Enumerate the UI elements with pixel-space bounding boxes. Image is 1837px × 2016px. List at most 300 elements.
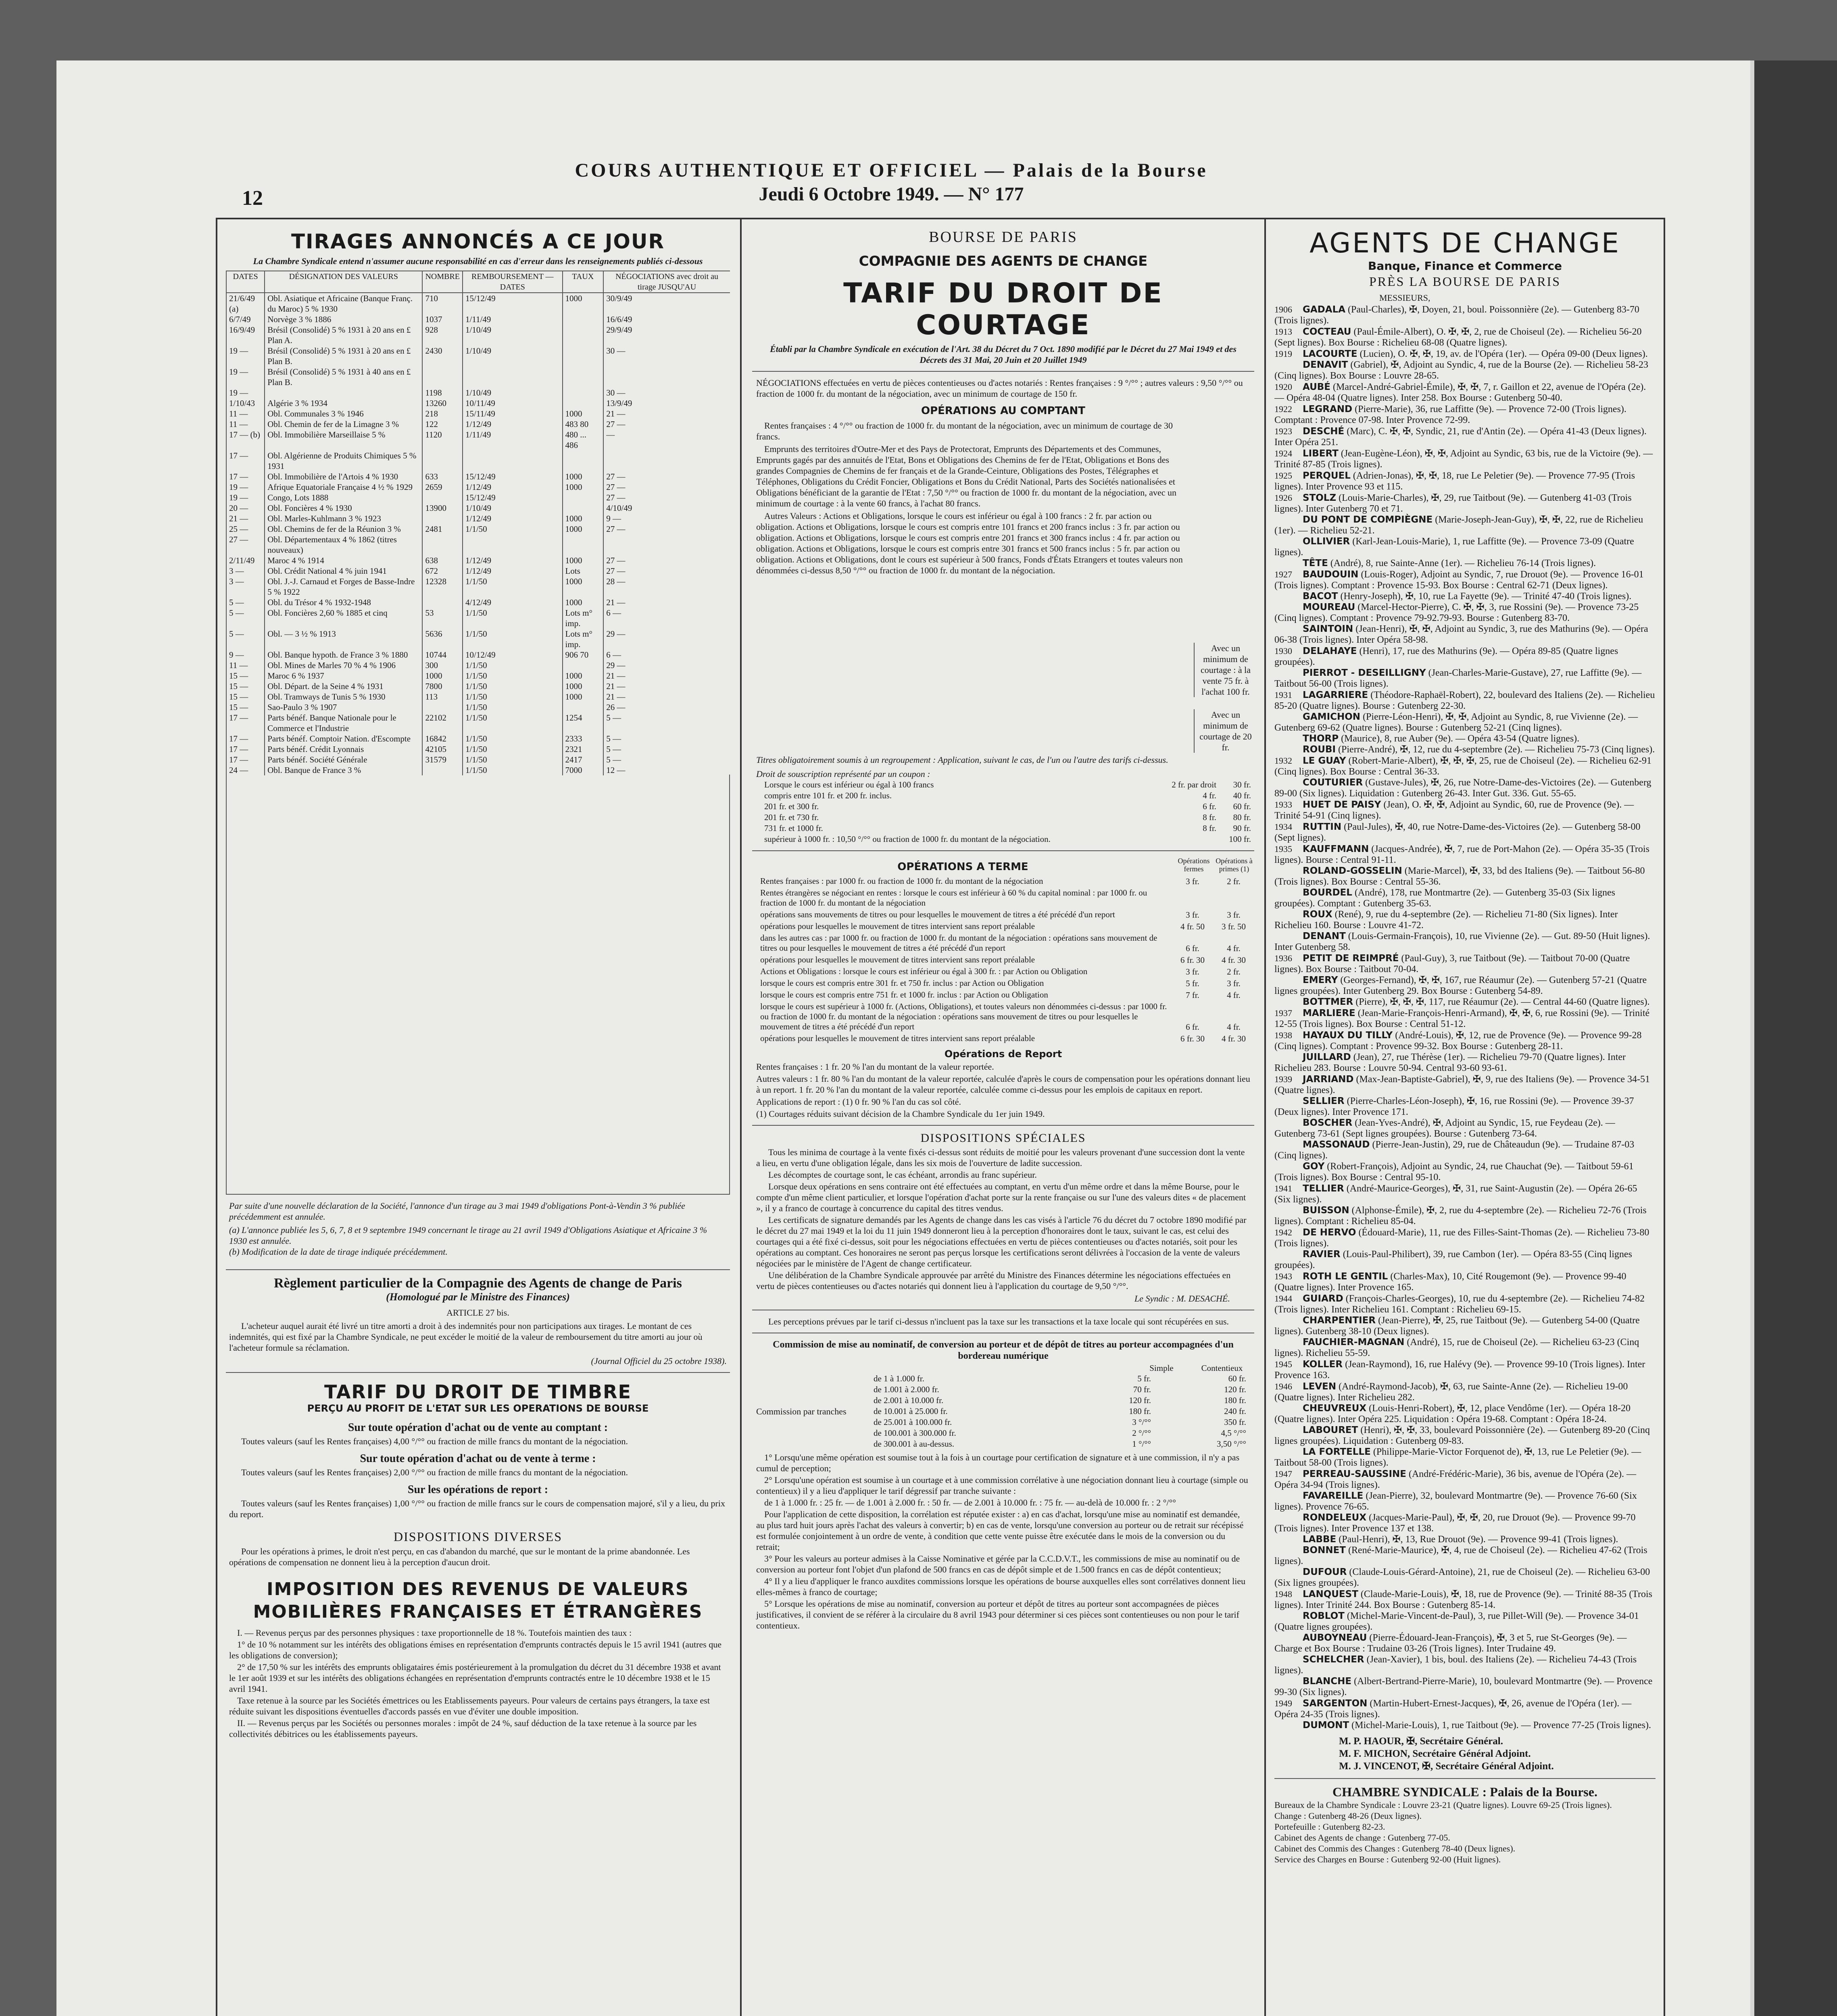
table-cell: 11 —	[226, 408, 265, 419]
table-cell: 27 —	[603, 566, 730, 576]
table-cell: 17 —	[226, 733, 265, 744]
table-row	[226, 408, 730, 419]
agent-name: SCHELCHER	[1303, 1654, 1364, 1665]
header-date: Jeudi 6 Octobre 1949. — N° 177	[759, 183, 1024, 205]
agent-name: ROUBI	[1303, 744, 1336, 755]
commission-cell: de 100.001 à 300.000 fr.	[874, 1428, 956, 1438]
agent-name: BOTTMER	[1303, 997, 1353, 1007]
table-cell: 1000	[563, 524, 604, 534]
agent-entry	[1274, 799, 1656, 821]
table-cell	[422, 534, 463, 555]
table-header-cell: DATES	[226, 271, 265, 293]
table-cell: Maroc 4 % 1914	[265, 555, 422, 566]
commission-cell: de 300.001 à au-dessus.	[874, 1439, 955, 1449]
commission-row	[873, 1384, 1254, 1395]
table-cell: 1/1/50	[463, 681, 563, 691]
table-cell: 6 —	[603, 608, 730, 629]
agent-year: 1924	[1274, 448, 1292, 458]
agent-name: BONNET	[1303, 1545, 1346, 1556]
agent-name: PETIT DE REIMPRÉ	[1303, 953, 1399, 964]
agent-details: (Marcel-André-Gabriel-Émile), ✠, ✠, 7, r. Gaillon et 22, avenue de l'Opéra (2e). — Opéra 48-04 (Quatre lignes). Inter 258. Box Bourse : Gutenberg 50-40.	[1274, 382, 1646, 403]
table-cell: 218	[422, 408, 463, 419]
table-cell	[563, 314, 604, 325]
table-cell: 30/9/49	[603, 293, 730, 314]
terme-cell: 2 fr.	[1227, 877, 1241, 886]
table-cell: 16/9/49	[226, 325, 265, 346]
agent-details: (Jean-Marie-François-Henri-Armand), ✠, ✠, 6, rue Rossini (9e). — Trinité 12-55 (Trois lignes). Box Bourse : Central 51-12.	[1274, 1008, 1650, 1029]
agent-details: (Pierre-Charles-Léon-Joseph), ✠, 16, rue Rossini (9e). — Provence 39-37 (Deux lignes). Inter Provence 171.	[1274, 1096, 1634, 1117]
souscription-cell: 201 fr. et 730 fr.	[764, 812, 819, 822]
tirages-table	[226, 271, 730, 775]
agent-details: (Jean-Pierre), ✠, 25, rue Taitbout (9e). — Gutenberg 54-00 (Quatre lignes). Gutenberg 38-10 (Deux lignes).	[1274, 1315, 1640, 1337]
commission-cell: 4,5 °/°°	[1221, 1428, 1246, 1438]
agent-details: (Pierre-Léon-Henri), ✠, ✠, Adjoint au Syndic, 8, rue Vivienne (2e). — Gutenberg 69-62 (Quatre lignes). Bourse : Gutenberg 52-21 (Cinq lignes).	[1274, 712, 1638, 733]
agent-name: MARLIERE	[1303, 1008, 1355, 1018]
agent-details: (Alphonse-Émile), ✠, 2, rue du 4-septembre (2e). — Richelieu 72-76 (Trois lignes). Comptant : Richelieu 85-04.	[1274, 1205, 1647, 1227]
agent-entry	[1274, 1425, 1656, 1447]
commission-cell: 2 °/°°	[1132, 1428, 1151, 1438]
table-cell: 1/1/50	[463, 733, 563, 744]
terme-cell: 4 fr. 50	[1180, 922, 1205, 931]
table-cell: Obl. Asiatique et Africaine (Banque Franç. du Maroc) 5 % 1930	[265, 293, 422, 314]
agent-entry	[1274, 426, 1656, 448]
table-cell	[603, 534, 730, 555]
comptant-title: OPÉRATIONS AU COMPTANT	[921, 405, 1086, 417]
table-cell: 15 —	[226, 702, 265, 712]
table-cell: Brésil (Consolidé) 5 % 1931 à 20 ans en £ Plan A.	[265, 325, 422, 346]
table-row	[226, 482, 730, 492]
agent-details: (Jean-Raymond), 16, rue Halévy (9e). — Provence 99-10 (Trois lignes). Inter Provence 163.	[1274, 1359, 1645, 1381]
table-row	[226, 534, 730, 555]
terme-row	[752, 909, 1254, 921]
souscription-row	[752, 834, 1254, 845]
chambre-line: Portefeuille : Gutenberg 82-23.	[1274, 1822, 1385, 1832]
page-header	[226, 159, 1557, 205]
agent-entry	[1274, 381, 1656, 404]
table-cell	[463, 367, 563, 387]
chambre-line: Cabinet des Agents de change : Gutenberg 77-05.	[1274, 1833, 1450, 1843]
agent-details: (Pierre-Édouard-Jean-François), ✠, 3 et 5, rue St-Georges (9e). — Charge et Box Bourse : Trudaine 03-26 (Trois lignes). Inter Trudaine 49.	[1274, 1633, 1627, 1654]
divider	[752, 850, 1254, 851]
table-cell: 13900	[422, 503, 463, 513]
agent-entry	[1274, 1545, 1656, 1567]
agent-details: (Marie-Joseph-Jean-Guy), ✠, ✠, 22, rue de Richelieu (1er). — Richelieu 52-21.	[1274, 514, 1643, 536]
table-cell: 12 —	[603, 765, 730, 775]
commission-cell: 180 fr.	[1129, 1406, 1151, 1416]
table-cell: Parts bénéf. Société Générale	[265, 754, 422, 765]
agent-entry	[1274, 514, 1656, 536]
tirages-header-row	[226, 271, 730, 293]
souscription-title: Droit de souscription représenté par un coupon :	[756, 769, 930, 779]
tirages-notes	[229, 1225, 727, 1257]
table-cell: Algérie 3 % 1934	[265, 398, 422, 408]
agent-entry	[1274, 1118, 1656, 1139]
agent-details: (Martin-Hubert-Ernest-Jacques), ✠, 26, avenue de l'Opéra (1er). — Opéra 24-35 (Trois lignes).	[1274, 1698, 1632, 1720]
agents-pres: PRÈS LA BOURSE DE PARIS	[1369, 274, 1561, 289]
agent-year: 1948	[1274, 1589, 1292, 1599]
table-cell: Sao-Paulo 3 % 1907	[265, 702, 422, 712]
commission-cell: 1 °/°°	[1132, 1439, 1151, 1449]
agent-details: (Jean-Xavier), 1 bis, boul. des Italiens (2e). — Richelieu 74-43 (Trois lignes).	[1274, 1654, 1637, 1676]
table-cell: 2321	[563, 744, 604, 754]
table-cell: Brésil (Consolidé) 5 % 1931 à 40 ans en £ Plan B.	[265, 367, 422, 387]
table-cell	[563, 450, 604, 471]
divider	[226, 1372, 730, 1373]
terme-cell: opérations pour lesquelles le mouvement de titres intervient sans report préalable	[760, 955, 1035, 964]
souscription-cell: compris entre 101 fr. et 200 fr. inclus.	[764, 791, 892, 800]
table-cell: 1000	[563, 671, 604, 681]
agent-name: FAVAREILLE	[1303, 1491, 1364, 1501]
terme-cell	[1172, 887, 1213, 909]
commission-label: Commission par tranches	[756, 1406, 847, 1416]
table-cell: 10744	[422, 650, 463, 660]
table-cell: 1/10/49	[463, 503, 563, 513]
table-row	[226, 702, 730, 712]
compagnie-title: COMPAGNIE DES AGENTS DE CHANGE	[859, 253, 1148, 269]
table-cell: 2659	[422, 482, 463, 492]
header-title: COURS AUTHENTIQUE ET OFFICIEL — Palais de la Bourse	[575, 160, 1208, 181]
agent-name: DU PONT DE COMPIÈGNE	[1303, 514, 1433, 525]
tarif-intro: Établi par la Chambre Syndicale en exécution de l'Art. 38 du Décret du 7 Oct. 1890 modifié par le Décret du 27 Mai 1949 et des Décrets des 31 Mai, 20 Juin et 20 Juillet 1949	[770, 344, 1236, 365]
souscription-cell	[1155, 834, 1220, 845]
souscription-cell: 4 fr.	[1203, 791, 1217, 800]
table-cell: 15/12/49	[463, 471, 563, 482]
agent-details: (Marie-Marcel), ✠, 33, bd des Italiens (9e). — Taitbout 56-80 (Trois lignes). Box Bourse : Central 55-36.	[1274, 866, 1645, 887]
divider	[1274, 1778, 1656, 1779]
commission-row	[873, 1395, 1254, 1406]
table-cell: 27 —	[603, 419, 730, 429]
speciales-paragraph: Lorsque deux opérations en sens contraire ont été effectuées au comptant, en vertu d'un même ordre et dans la même Bourse, pour le compte d'un même client particulier, et lorsque l'opération d'achat porte sur la rente française ou sur l'une des valeurs dites « de placement », il y a franco de courtage à concurrence du capital des titres vendus.	[756, 1181, 1246, 1213]
table-cell: 1000	[563, 471, 604, 482]
table-row	[226, 576, 730, 597]
agent-entry	[1274, 953, 1656, 975]
table-cell: Obl. Banque hypoth. de France 3 % 1880	[265, 650, 422, 660]
table-cell	[422, 450, 463, 471]
table-cell: Obl. Crédit National 4 % juin 1941	[265, 566, 422, 576]
terme-cell: 6 fr. 30	[1180, 1034, 1205, 1043]
commission-cell: 240 fr.	[1224, 1406, 1246, 1416]
agent-name: PIERROT - DESEILLIGNY	[1303, 668, 1426, 678]
agent-year: 1938	[1274, 1030, 1292, 1040]
table-cell: Congo, Lots 1888	[265, 492, 422, 503]
table-cell	[563, 325, 604, 346]
commission-row	[873, 1373, 1254, 1384]
agent-name: DENANT	[1303, 931, 1346, 941]
terme-row	[752, 1001, 1254, 1033]
agent-entry	[1274, 569, 1656, 591]
table-cell	[463, 534, 563, 555]
table-cell: 1254	[563, 712, 604, 733]
table-cell: 1/1/50	[463, 608, 563, 629]
table-row	[226, 754, 730, 765]
table-cell: 300	[422, 660, 463, 671]
agent-details: (Louis-Roger), Adjoint au Syndic, 7, rue Drouot (9e). — Provence 16-01 (Trois lignes). Comptant : Provence 15-93. Box Bourse : Central 62-71 (Deux lignes).	[1274, 569, 1644, 591]
terme-cell: opérations sans mouvements de titres ou pour lesquelles le mouvement de titres a été précédé d'un report	[760, 910, 1115, 919]
table-cell: —	[603, 429, 730, 450]
commission-block	[752, 1373, 1254, 1450]
commission-note: Pour l'application de cette disposition, la corrélation est réputée exister : a) en cas d'achat, lorsqu'une mise au nominatif est demandée, au plus tard huit jours après l'achat des valeurs à convertir; b) en cas de vente, lorsqu'une conversion au porteur ou de retrait sur récépissé est formulée conjointement à un ordre de vente, à condition que cette vente puisse être exécutée dans le mois de la conversion ou du retrait;	[756, 1509, 1244, 1552]
reglement-ref: (Journal Officiel du 25 octobre 1938).	[591, 1356, 727, 1366]
table-cell: 16/6/49	[603, 314, 730, 325]
table-cell: 1037	[422, 314, 463, 325]
agent-entry	[1274, 360, 1656, 381]
table-cell: 1/1/50	[463, 524, 563, 534]
agent-year: 1930	[1274, 646, 1292, 656]
agent-details: (Pierre), ✠, ✠, ✠, 117, rue Réaumur (2e). — Central 44-60 (Quatre lignes).	[1355, 997, 1650, 1007]
agent-details: (Paul-Émile-Albert), O. ✠, ✠, 2, rue de Choiseul (2e). — Richelieu 56-20 (Sept lignes). Box Bourse : Richelieu 68-08 (Quatre lignes).	[1274, 327, 1642, 348]
commission-cell: 3,50 °/°°	[1216, 1439, 1246, 1449]
terme-cell: 3 fr.	[1186, 877, 1199, 886]
souscription-row	[752, 812, 1254, 823]
agent-details: (Karl-Jean-Louis-Marie), 1, rue Laffitte (9e). — Provence 73-09 (Quatre lignes).	[1274, 536, 1634, 558]
commission-cell: 180 fr.	[1224, 1395, 1246, 1405]
agent-entry	[1274, 668, 1656, 689]
min-box-2: Avec un minimum de courtage de 20 fr.	[1194, 709, 1254, 753]
table-row	[226, 492, 730, 503]
bourse-title: BOURSE DE PARIS	[929, 229, 1078, 246]
table-cell: 15 —	[226, 671, 265, 681]
table-cell: 1000	[563, 681, 604, 691]
table-row	[226, 293, 730, 314]
table-cell: 1000	[563, 691, 604, 702]
souscription-cell: 2 fr. par droit	[1172, 780, 1217, 789]
table-cell: 17 —	[226, 744, 265, 754]
commission-note: 1° Lorsqu'une même opération est soumise tout à la fois à un courtage pour certification de signature et à une commission, il n'y a pas cumul de perception;	[756, 1452, 1240, 1473]
agent-details: (François-Charles-Georges), 10, rue du 4-septembre (2e). — Richelieu 74-82 (Trois lignes). Inter Richelieu 161. Comptant : Richelieu 69-15.	[1274, 1293, 1645, 1315]
speciales-paragraph: Une délibération de la Chambre Syndicale approuvée par arrêté du Ministre des Finances détermine les négociations effectuées en vertu de pièces contentieuses ou d'actes notariés qui donnent lieu à l'application du courtage de 9,50 °/°°.	[756, 1270, 1231, 1291]
commission-cell: de 1 à 1.000 fr.	[874, 1374, 924, 1383]
agent-name: KOLLER	[1303, 1359, 1343, 1370]
agent-entry	[1274, 1567, 1656, 1589]
table-cell: 1/1/50	[463, 576, 563, 597]
table-cell: Lots m° imp.	[563, 608, 604, 629]
agent-year: 1934	[1274, 822, 1292, 832]
min-boxes	[1194, 417, 1254, 753]
agent-name: SAINTOIN	[1303, 624, 1353, 634]
agent-details: (André-Frédéric-Marie), 36 bis, avenue de l'Opéra (2e). — Opéra 34-94 (Trois lignes).	[1274, 1469, 1637, 1490]
table-cell	[563, 702, 604, 712]
commission-cell: de 1.001 à 2.000 fr.	[874, 1385, 939, 1394]
table-cell: 5636	[422, 629, 463, 650]
table-row	[226, 566, 730, 576]
agent-entry	[1274, 1611, 1656, 1633]
table-cell: 2481	[422, 524, 463, 534]
timbre-subtitle: PERÇU AU PROFIT DE L'ETAT SUR LES OPERATIONS DE BOURSE	[307, 1403, 649, 1414]
souscription-cell: 8 fr.	[1203, 823, 1217, 833]
agent-name: GUIARD	[1303, 1293, 1343, 1304]
table-cell	[563, 398, 604, 408]
agent-entry	[1274, 348, 1656, 360]
table-cell: 17 —	[226, 712, 265, 733]
agent-details: (Maurice), 8, rue Auber (9e). — Opéra 43-54 (Quatre lignes).	[1341, 733, 1580, 744]
col-rule-1	[740, 218, 742, 2016]
agent-entry	[1274, 624, 1656, 646]
souscription-cell: 100 fr.	[1229, 834, 1251, 844]
agent-name: LAGARRIERE	[1303, 690, 1368, 700]
agent-name: THORP	[1303, 733, 1339, 744]
table-cell: Parts bénéf. Crédit Lyonnais	[265, 744, 422, 754]
terme-cell: lorsque le cours est compris entre 301 fr. et 750 fr. inclus : par Action ou Obligation	[760, 978, 1044, 988]
terme-cell: 4 fr.	[1227, 943, 1241, 953]
table-cell: 2/11/49	[226, 555, 265, 566]
table-cell: 1/1/50	[463, 691, 563, 702]
terme-row	[752, 921, 1254, 932]
table-cell: 10/12/49	[463, 650, 563, 660]
terme-cell: opérations pour lesquelles le mouvement de titres intervient sans report préalable	[760, 921, 1035, 931]
commission-note: 5° Lorsque les opérations de mise au nominatif, conversion au porteur et dépôt de titres au porteur sont accompagnées de pièces justificatives, il convient de se référer à la circulaire du 8 avril 1943 pour déterminer si ces pièces sont contentieuses ou non pour le tarif contentieux.	[756, 1599, 1239, 1631]
table-cell: 1000	[563, 597, 604, 608]
table-cell	[563, 367, 604, 387]
terme-cell: opérations pour lesquelles le mouvement de titres intervient sans report préalable	[760, 1033, 1035, 1043]
agent-details: (André), 8, rue Sainte-Anne (1er). — Richelieu 76-14 (Trois lignes).	[1330, 558, 1596, 569]
agent-name: PERREAU-SAUSSINE	[1303, 1469, 1406, 1479]
tarif-title: TARIF DU DROIT DE COURTAGE	[843, 277, 1163, 341]
agent-details: (Philippe-Marie-Victor Forquenot de), ✠, 13, rue Le Peletier (9e). — Taitbout 58-00 (Trois lignes).	[1274, 1447, 1641, 1468]
souscription-table	[752, 779, 1254, 845]
table-cell: Maroc 6 % 1937	[265, 671, 422, 681]
speciales-paragraph: Les décomptes de courtage sont, le cas échéant, arrondis au franc supérieur.	[768, 1170, 1037, 1180]
agent-year: 1943	[1274, 1271, 1292, 1281]
table-cell: 122	[422, 419, 463, 429]
table-cell: 1000	[563, 408, 604, 419]
agent-details: (Jacques-Marie-Paul), ✠, ✠, 20, rue Drouot (9e). — Provence 99-70 (Trois lignes). Inter Provence 137 et 138.	[1274, 1512, 1636, 1534]
table-cell: 12328	[422, 576, 463, 597]
agent-entry	[1274, 404, 1656, 426]
table-cell: Obl. — 3 ½ % 1913	[265, 629, 422, 650]
agent-name: OLLIVIER	[1303, 536, 1350, 547]
table-cell: 5 —	[603, 733, 730, 744]
agent-details: (Édouard-Marie), 11, rue des Filles-Saint-Thomas (2e). — Richelieu 73-80 (Trois lignes).	[1274, 1227, 1649, 1249]
commission-note: de 1 à 1.000 fr. : 25 fr. — de 1.001 à 2.000 fr. : 50 fr. — de 2.001 à 10.000 fr. : 75 fr. — au-delà de 10.000 fr. : 2 °/°°	[764, 1497, 1176, 1508]
agent-year: 1935	[1274, 844, 1292, 854]
agent-name: LA FORTELLE	[1303, 1447, 1371, 1457]
terme-row	[752, 989, 1254, 1001]
agent-entry	[1274, 1293, 1656, 1315]
souscription-cell: supérieur à 1000 fr. : 10,50 °/°° ou fraction de 1000 fr. du montant de la négociation.	[764, 834, 1051, 844]
agent-name: DENAVIT	[1303, 360, 1348, 370]
agent-name: COCTEAU	[1303, 327, 1351, 337]
table-cell: 21 —	[226, 513, 265, 524]
table-cell: Obl. Marles-Kuhlmann 3 % 1923	[265, 513, 422, 524]
agent-year: 1920	[1274, 382, 1292, 392]
table-cell: 29/9/49	[603, 325, 730, 346]
table-cell	[563, 492, 604, 503]
terme-cell: 4 fr.	[1227, 1022, 1241, 1032]
agent-details: (Louis-Marie-Charles), ✠, 29, rue Taitbout (9e). — Gutenberg 41-03 (Trois lignes). Inter Gutenberg 70 et 71.	[1274, 493, 1632, 514]
agent-name: AUBÉ	[1303, 382, 1331, 392]
table-cell: 15/11/49	[463, 408, 563, 419]
reglement-title: Règlement particulier de la Compagnie des Agents de change de Paris	[274, 1276, 682, 1291]
col-rule-2	[1264, 218, 1266, 2016]
table-cell: 1/1/50	[463, 712, 563, 733]
table-cell: 20 —	[226, 503, 265, 513]
agent-name: LACOURTE	[1303, 349, 1357, 359]
table-cell: Parts bénéf. Comptoir Nation. d'Escompte	[265, 733, 422, 744]
terme-cell: 4 fr. 30	[1221, 1034, 1246, 1043]
agent-entry	[1274, 1183, 1656, 1205]
agent-entry	[1274, 1030, 1656, 1052]
terme-cell: 7 fr.	[1186, 990, 1199, 1000]
agent-entry	[1274, 777, 1656, 799]
top-rule	[216, 218, 1664, 219]
table-row	[226, 419, 730, 429]
agent-entry	[1274, 591, 1656, 602]
tirages-note-item: (a) L'annonce publiée les 5, 6, 7, 8 et 9 septembre 1949 concernant le tirage au 21 avril 1949 d'Obligations Asiatique et Africaine 3 % 1930 est annulée.	[229, 1225, 707, 1246]
terme-cell	[1213, 887, 1254, 909]
agent-details: (André-Raymond-Jacob), ✠, 63, rue Sainte-Anne (2e). — Richelieu 19-00 (Quatre lignes). Inter Richelieu 282.	[1274, 1381, 1628, 1403]
table-cell: 1000	[563, 293, 604, 314]
report-paragraph: (1) Courtages réduits suivant décision de la Chambre Syndicale du 1er juin 1949.	[756, 1109, 1045, 1119]
table-cell: 5 —	[603, 754, 730, 765]
table-cell: 633	[422, 471, 463, 482]
table-cell: 5 —	[603, 712, 730, 733]
agents-subtitle: Banque, Finance et Commerce	[1368, 259, 1562, 273]
terme-cell: 3 fr. 50	[1221, 922, 1246, 931]
agent-entry	[1274, 843, 1656, 866]
table-row	[226, 450, 730, 471]
table-cell: 27 —	[226, 534, 265, 555]
terme-cell: dans les autres cas : par 1000 fr. ou fraction de 1000 fr. du montant de la négociation : opérations sans mouvement de titres ou pour lesquelles le mouvement de titres a été précédé d'un report	[760, 933, 1157, 953]
agent-year: 1932	[1274, 756, 1292, 766]
table-cell: 30 —	[603, 387, 730, 398]
agent-name: BOSCHER	[1303, 1118, 1353, 1128]
agent-details: (André-Maurice-Georges), ✠, 31, rue Saint-Augustin (2e). — Opéra 26-65 (Six lignes).	[1274, 1183, 1637, 1205]
negociations-text: NÉGOCIATIONS effectuées en vertu de pièces contentieuses ou d'actes notariés : Rentes françaises : 9 °/°° ; autres valeurs : 9,50 °/°° ou fraction de 1000 fr. du montant de la négociation, avec un minimum de courtage de 150 fr.	[756, 378, 1243, 399]
agent-name: LEVEN	[1303, 1381, 1337, 1392]
agent-entry	[1274, 492, 1656, 514]
table-row	[226, 314, 730, 325]
agent-entry	[1274, 1315, 1656, 1337]
table-cell: 1/12/49	[463, 482, 563, 492]
table-cell: Norvège 3 % 1886	[265, 314, 422, 325]
table-cell: Obl. Mines de Marles 70 % 4 % 1906	[265, 660, 422, 671]
agent-name: ROBLOT	[1303, 1611, 1345, 1621]
souscription-cell: 731 fr. et 1000 fr.	[764, 823, 823, 833]
agent-name: BOURDEL	[1303, 887, 1352, 898]
table-cell	[563, 387, 604, 398]
left-rule	[216, 218, 217, 2016]
agent-year: 1944	[1274, 1293, 1292, 1304]
table-cell: 19 —	[226, 492, 265, 503]
table-cell: 17 —	[226, 450, 265, 471]
agent-name: AUBOYNEAU	[1303, 1633, 1367, 1643]
agent-year: 1941	[1274, 1183, 1292, 1193]
divider	[226, 1194, 730, 1195]
table-cell: 3 —	[226, 576, 265, 597]
agent-name: MOUREAU	[1303, 602, 1355, 612]
table-cell: Obl. Chemin de fer de la Limagne 3 %	[265, 419, 422, 429]
table-cell: 1/12/49	[463, 419, 563, 429]
table-cell: 1/1/50	[463, 744, 563, 754]
page-number: 12	[242, 187, 263, 210]
table-row	[226, 660, 730, 671]
table-cell: 1/10/49	[463, 387, 563, 398]
agent-details: (Jean-Pierre), 32, boulevard Montmartre (9e). — Provence 76-60 (Six lignes). Provence 76-65.	[1274, 1491, 1637, 1512]
table-row	[226, 387, 730, 398]
agent-name: LABOURET	[1303, 1425, 1358, 1435]
agent-name: FAUCHIER-MAGNAN	[1303, 1337, 1405, 1347]
table-cell: 19 —	[226, 387, 265, 398]
table-row	[226, 367, 730, 387]
table-row	[226, 744, 730, 754]
agent-entry	[1274, 1008, 1656, 1030]
table-cell: 19 —	[226, 346, 265, 367]
tirages-note-item: (b) Modification de la date de tirage indiquée précédemment.	[229, 1247, 448, 1257]
agent-details: (Pierre-Marie), 36, rue Laffitte (9e). — Provence 72-00 (Trois lignes). Comptant : Provence 07-98. Inter Provence 72-99.	[1274, 404, 1626, 425]
table-cell: 17 —	[226, 754, 265, 765]
terme-row	[752, 1033, 1254, 1044]
table-cell: Lots m° imp.	[563, 629, 604, 650]
